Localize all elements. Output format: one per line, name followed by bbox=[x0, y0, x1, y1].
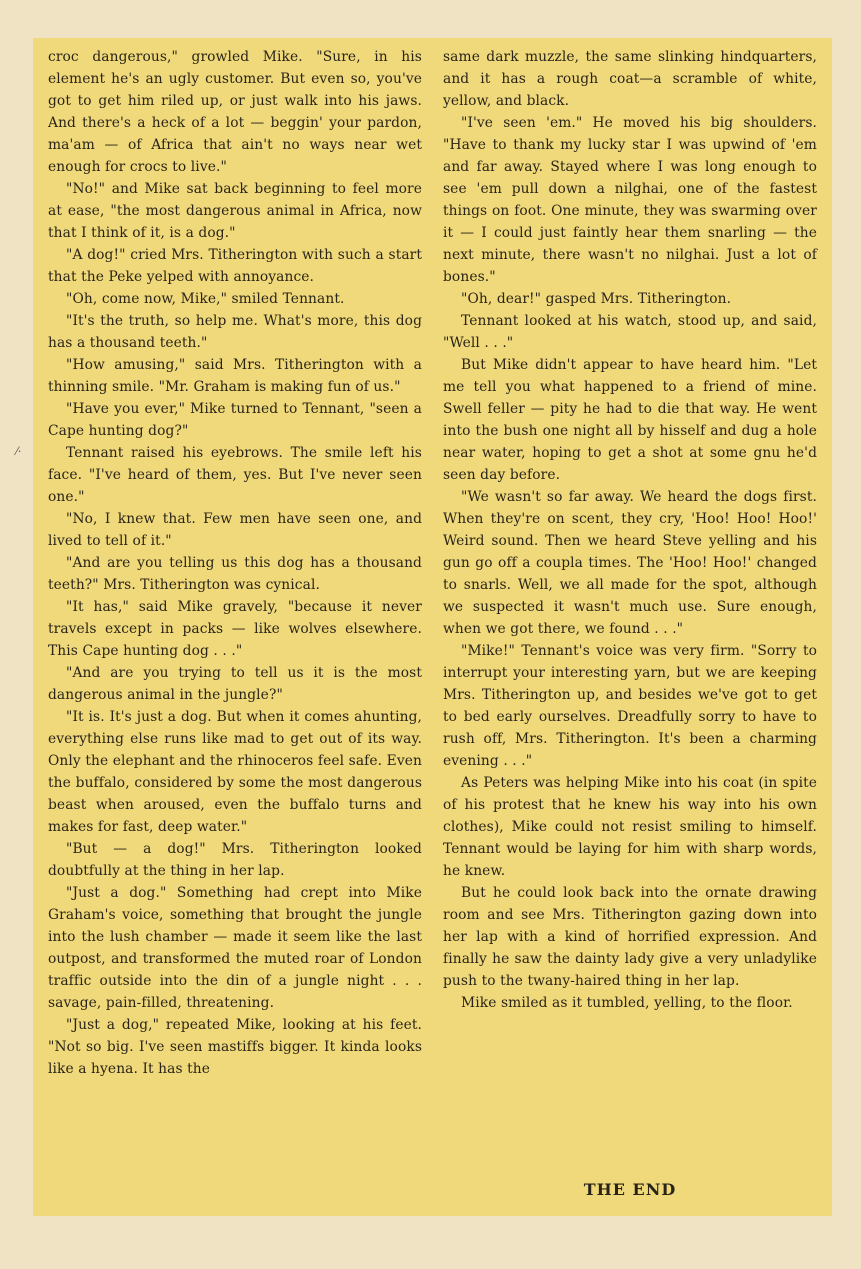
paragraph: Mike smiled as it tumbled, yelling, to the floor. bbox=[461, 995, 793, 1011]
paragraph: "Mike!" Tennant's voice was very firm. "Sorry to interrupt your interesting yarn, but we are keeping Mrs. Titherington up, and besides we've got to get to bed early ourselves. Dreadfully sorry to have to rush off, Mrs. Titherington. It's been a charming evening . . ." bbox=[443, 643, 817, 769]
paragraph: "It is. It's just a dog. But when it comes ahunting, everything else runs like mad to get out of its way. Only the elephant and the rhinoceros feel safe. Even the buffalo, considered by some the most dangerous beast when aroused, even the buffalo turns and makes for fast, deep water." bbox=[48, 709, 422, 835]
paragraph: croc dangerous," growled Mike. "Sure, in his element he's an ugly customer. But even so, you've got to get him riled up, or just walk into his jaws. And there's a heck of a lot — beggin' your pardon, ma'am — of Africa that ain't no ways near wet enough for crocs to live." bbox=[48, 49, 422, 175]
paragraph: As Peters was helping Mike into his coat (in spite of his protest that he knew his way into his own clothes), Mike could not resist smiling to himself. Tennant would be laying for him with sharp words, he knew. bbox=[443, 775, 817, 879]
paragraph: "Just a dog," repeated Mike, looking at his feet. "Not so big. I've seen mastiffs bigger. It kinda looks like a hyena. It has the bbox=[48, 1017, 422, 1077]
paragraph: "Oh, come now, Mike," smiled Tennant. bbox=[66, 291, 345, 307]
paragraph: "It's the truth, so help me. What's more, this dog has a thousand teeth." bbox=[48, 313, 422, 351]
paragraph: "A dog!" cried Mrs. Titherington with such a start that the Peke yelped with annoyance. bbox=[48, 247, 422, 285]
paragraph: "It has," said Mike gravely, "because it never travels except in packs — like wolves elsewhere. This Cape hunting dog . . ." bbox=[48, 599, 422, 659]
the-end-heading: THE END bbox=[583, 1180, 677, 1199]
paragraph: Tennant raised his eyebrows. The smile left his face. "I've heard of them, yes. But I've never seen one." bbox=[48, 445, 422, 505]
paragraph: "Have you ever," Mike turned to Tennant, "seen a Cape hunting dog?" bbox=[48, 401, 422, 439]
paragraph: "Just a dog." Something had crept into Mike Graham's voice, something that brought the jungle into the lush chamber — made it seem like the last outpost, and transformed the muted roar of London traffic outside into the din of a jungle night . . . savage, pain-filled, threatening. bbox=[48, 885, 422, 1011]
right-column bbox=[443, 46, 817, 1014]
paragraph: same dark muzzle, the same slinking hindquarters, and it has a rough coat—a scramble of white, yellow, and black. bbox=[443, 49, 817, 109]
paragraph: "No!" and Mike sat back beginning to feel more at ease, "the most dangerous animal in Africa, now that I think of it, is a dog." bbox=[48, 181, 422, 241]
paragraph: "How amusing," said Mrs. Titherington with a thinning smile. "Mr. Graham is making fun of us." bbox=[48, 357, 422, 395]
paragraph: Tennant looked at his watch, stood up, and said, "Well . . ." bbox=[443, 313, 817, 351]
stray-ink-mark: ⁄· bbox=[16, 445, 22, 458]
left-column bbox=[48, 46, 422, 1080]
paragraph: "But — a dog!" Mrs. Titherington looked doubtfully at the thing in her lap. bbox=[48, 841, 422, 879]
paragraph: But Mike didn't appear to have heard him. "Let me tell you what happened to a friend of mine. Swell feller — pity he had to die that way. He went into the bush one night all by hisself and dug a hole near water, hoping to get a shot at some gnu he'd seen day before. bbox=[443, 357, 817, 483]
paragraph: "I've seen 'em." He moved his big shoulders. "Have to thank my lucky star I was upwind of 'em and far away. Stayed where I was long enough to see 'em pull down a nilghai, one of the fastest things on foot. One minute, they was swarming over it — I could just faintly hear them snarling — the next minute, there wasn't no nilghai. Just a lot of bones." bbox=[443, 115, 817, 285]
paragraph: "And are you telling us this dog has a thousand teeth?" Mrs. Titherington was cynical. bbox=[48, 555, 422, 593]
paragraph: But he could look back into the ornate drawing room and see Mrs. Titherington gazing down into her lap with a kind of horrified expression. And finally he saw the dainty lady give a very unladylike push to the twany-haired thing in her lap. bbox=[443, 885, 817, 989]
paragraph: "No, I knew that. Few men have seen one, and lived to tell of it." bbox=[48, 511, 422, 549]
paragraph: "We wasn't so far away. We heard the dogs first. When they're on scent, they cry, 'Hoo! Hoo! Hoo!' Weird sound. Then we heard Steve yelling and his gun go off a coupla times. The 'Hoo! Hoo!' changed to snarls. Well, we all made for the spot, although we suspected it wasn't much use. Sure enough, when we got there, we found . . ." bbox=[443, 489, 817, 637]
paragraph: "And are you trying to tell us it is the most dangerous animal in the jungle?" bbox=[48, 665, 422, 703]
paragraph: "Oh, dear!" gasped Mrs. Titherington. bbox=[461, 291, 732, 307]
